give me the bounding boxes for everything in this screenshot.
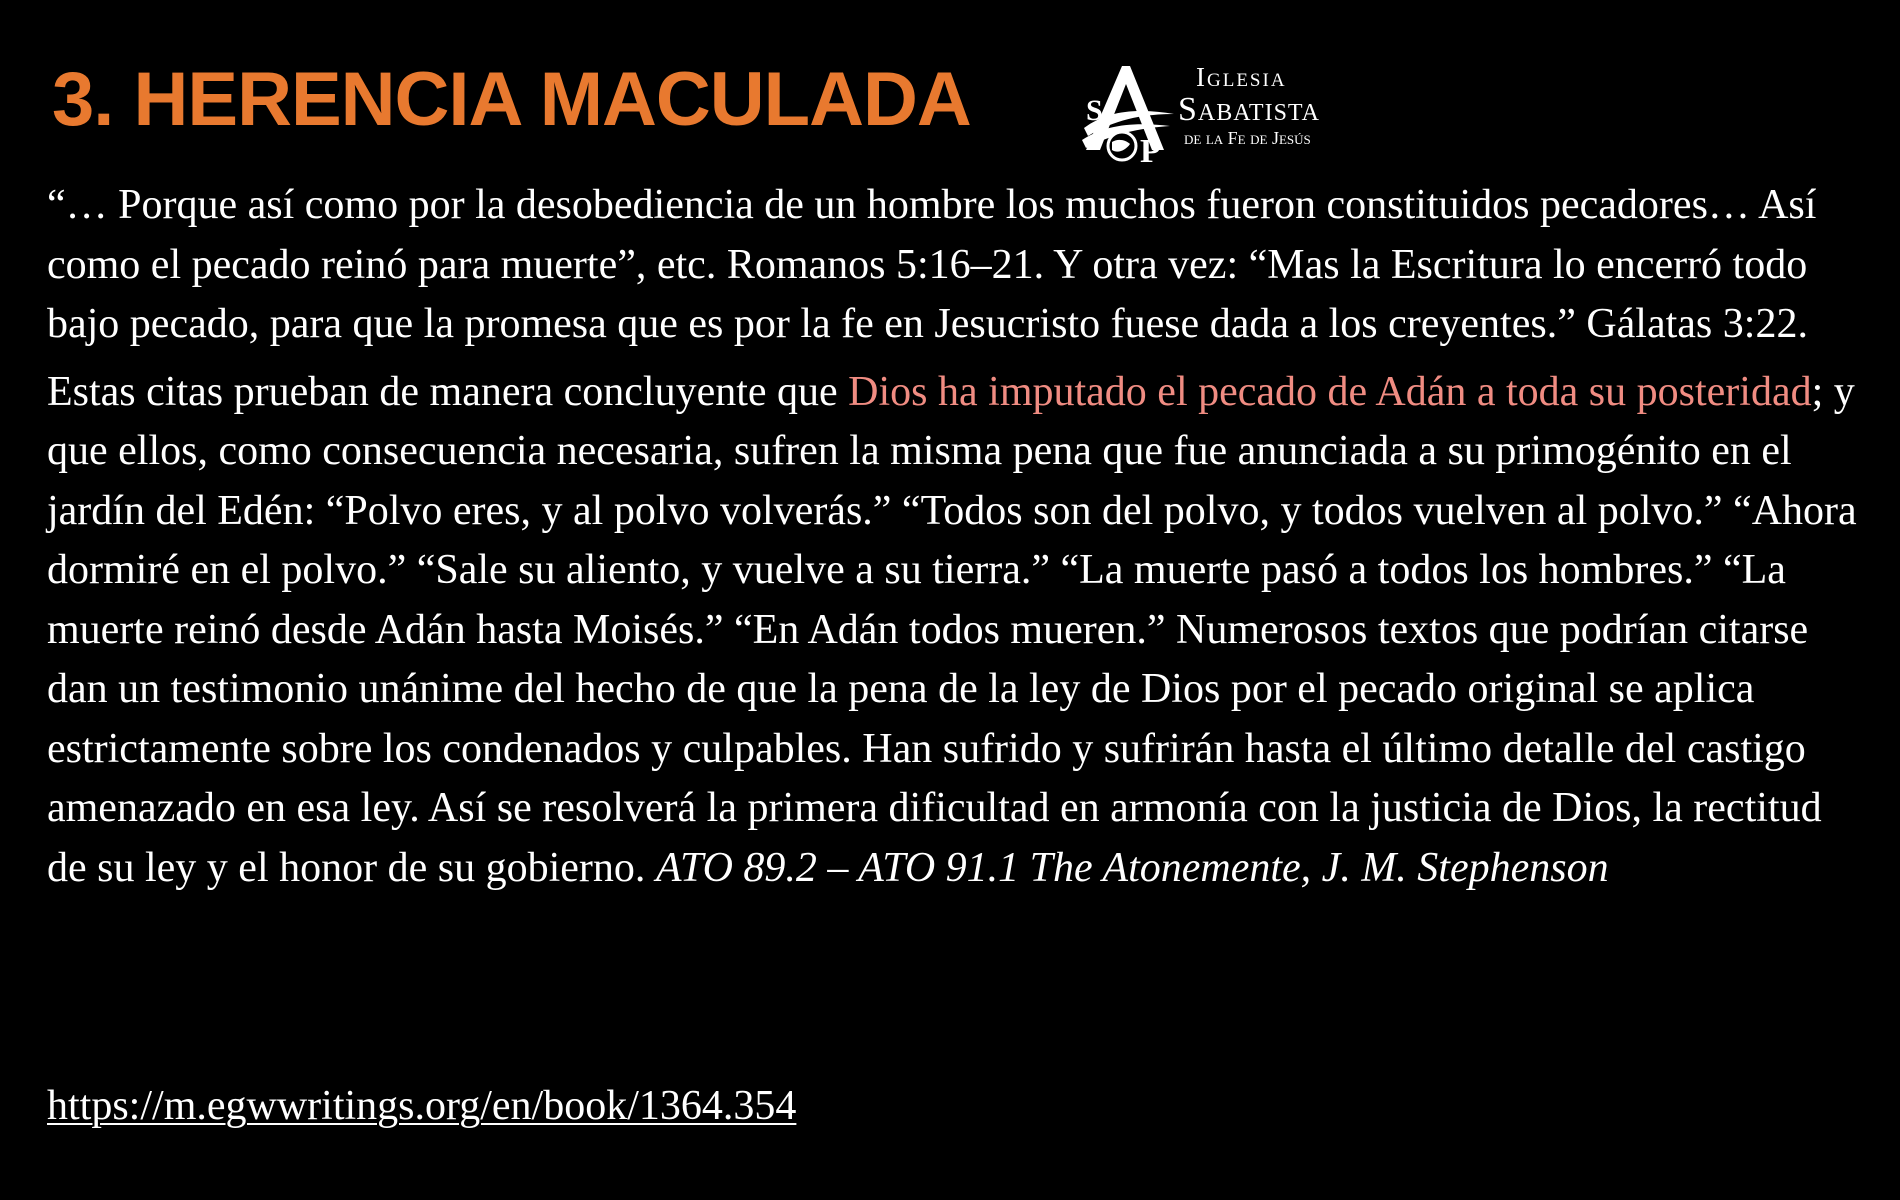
quote-paragraph: “… Porque así como por la desobediencia de un hombre los muchos fueron constituidos pecadores… Así como el pecado reinó para muerte”, etc. Romanos 5:16–21. Y otra vez: “Mas la Escritura lo encerró todo bajo pecado, para que la promesa que es por la fe en Jesucristo fuese dada a los creyentes.” Gálatas 3:22.	[47, 182, 1817, 347]
logo-line-iglesia: Iglesia	[1196, 62, 1287, 92]
logo-text	[1178, 64, 1320, 147]
explanation-paragraph	[47, 363, 1867, 899]
logo-line-fe-de-jesus: de la Fe de Jesús	[1184, 128, 1311, 148]
slide-title: 3. HERENCIA MACULADA	[52, 57, 971, 142]
paragraph-rest: ; y que ellos, como consecuencia necesaria, sufren la misma pena que fue anunciada a su primogénito en el jardín del Edén: “Polvo eres, y al polvo volverás.” “Todos son del polvo, y todos vuelven al polvo.” “Ahora dormiré en el polvo.” “Sale su aliento, y vuelve a su tierra.” “La muerte pasó a todos los hombres.” “La muerte reinó desde Adán hasta Moisés.” “En Adán todos mueren.” Numerosos textos que podrían citarse dan un testimonio unánime del hecho de que la pena de la ley de Dios por el pecado original se aplica estrictamente sobre los condenados y culpables. Han sufrido y sufrirán hasta el último detalle del castigo amenazado en esa ley. Así se resolverá la primera dificultad en armonía con la justicia de Dios, la rectitud de su ley y el honor de su gobierno.	[47, 368, 1857, 891]
logo-line-sabatista: Sabatista	[1178, 91, 1320, 128]
source-link[interactable]: https://m.egwwritings.org/en/book/1364.354	[47, 1083, 797, 1129]
highlighted-phrase: Dios ha imputado el pecado de Adán a toda su posteridad	[848, 368, 1812, 415]
church-logo	[1078, 58, 1368, 166]
logo-mark-icon	[1078, 58, 1183, 166]
source-citation: ATO 89.2 – ATO 91.1 The Atonemente, J. M. Stephenson	[655, 844, 1609, 891]
body-text	[47, 176, 1867, 898]
paragraph-intro: Estas citas prueban de manera concluyente que	[47, 368, 849, 415]
svg-text:S: S	[1086, 94, 1103, 127]
svg-text:P: P	[1140, 133, 1161, 166]
